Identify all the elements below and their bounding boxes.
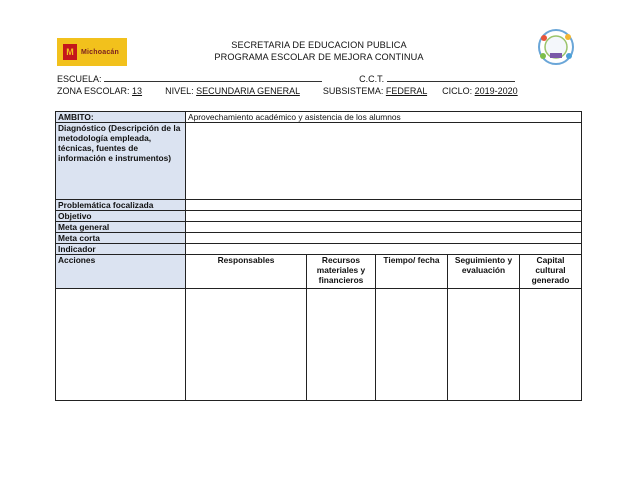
zona-row bbox=[57, 86, 518, 96]
capital-header: Capital cultural generado bbox=[520, 255, 582, 289]
subsistema-value: FEDERAL bbox=[385, 86, 428, 96]
meta-general-row bbox=[56, 222, 582, 233]
cct-blank[interactable] bbox=[387, 73, 515, 82]
zona-label: ZONA ESCOLAR: bbox=[57, 86, 130, 96]
indicador-value[interactable] bbox=[186, 244, 582, 255]
responsables-cell[interactable] bbox=[186, 289, 307, 401]
michoacan-logo-text: Michoacán bbox=[81, 48, 119, 56]
problematica-label: Problemática focalizada bbox=[56, 200, 186, 211]
tiempo-header: Tiempo/ fecha bbox=[376, 255, 448, 289]
objetivo-label: Objetivo bbox=[56, 211, 186, 222]
diagnostico-value[interactable] bbox=[186, 123, 582, 200]
meta-corta-label: Meta corta bbox=[56, 233, 186, 244]
ambito-value[interactable]: Aprovechamiento académico y asistencia de los alumnos bbox=[186, 112, 582, 123]
objetivo-value[interactable] bbox=[186, 211, 582, 222]
objetivo-row bbox=[56, 211, 582, 222]
capital-cell[interactable] bbox=[520, 289, 582, 401]
acciones-header-row bbox=[56, 255, 582, 289]
acciones-body-row bbox=[56, 289, 582, 401]
seguimiento-cell[interactable] bbox=[448, 289, 520, 401]
ambito-label: AMBITO: bbox=[56, 112, 186, 123]
michoacan-emblem-icon: M bbox=[63, 44, 77, 60]
acciones-cell[interactable] bbox=[56, 289, 186, 401]
meta-general-label: Meta general bbox=[56, 222, 186, 233]
problematica-row bbox=[56, 200, 582, 211]
subsistema-label: SUBSISTEMA: bbox=[322, 86, 384, 96]
nivel-label: NIVEL: bbox=[165, 86, 194, 96]
ciclo-value: 2019-2020 bbox=[474, 86, 518, 96]
escuela-row bbox=[57, 73, 515, 84]
cct-label: C.C.T. bbox=[359, 74, 385, 84]
ciclo-label: CICLO: bbox=[442, 86, 473, 96]
indicador-row bbox=[56, 244, 582, 255]
improvement-program-table bbox=[55, 111, 582, 401]
tiempo-cell[interactable] bbox=[376, 289, 448, 401]
nivel-value: SECUNDARIA GENERAL bbox=[196, 86, 300, 96]
header-subtitle: PROGRAMA ESCOLAR DE MEJORA CONTINUA bbox=[214, 52, 424, 62]
indicador-label: Indicador bbox=[56, 244, 186, 255]
acciones-label: Acciones bbox=[56, 255, 186, 289]
responsables-header: Responsables bbox=[186, 255, 307, 289]
meta-corta-row bbox=[56, 233, 582, 244]
recursos-cell[interactable] bbox=[307, 289, 376, 401]
ambito-row bbox=[56, 112, 582, 123]
zona-value: 13 bbox=[132, 86, 143, 96]
escuela-blank[interactable] bbox=[104, 73, 322, 82]
recursos-header: Recursos materiales y financieros bbox=[307, 255, 376, 289]
seguimiento-header: Seguimiento y evaluación bbox=[448, 255, 520, 289]
meta-general-value[interactable] bbox=[186, 222, 582, 233]
diagnostico-label: Diagnóstico (Descripción de la metodología empleada, técnicas, fuentes de información e instrumentos) bbox=[56, 123, 186, 200]
escuela-label: ESCUELA: bbox=[57, 74, 102, 84]
header-title: SECRETARIA DE EDUCACION PUBLICA bbox=[231, 40, 407, 50]
problematica-value[interactable] bbox=[186, 200, 582, 211]
meta-corta-value[interactable] bbox=[186, 233, 582, 244]
diagnostico-row bbox=[56, 123, 582, 200]
